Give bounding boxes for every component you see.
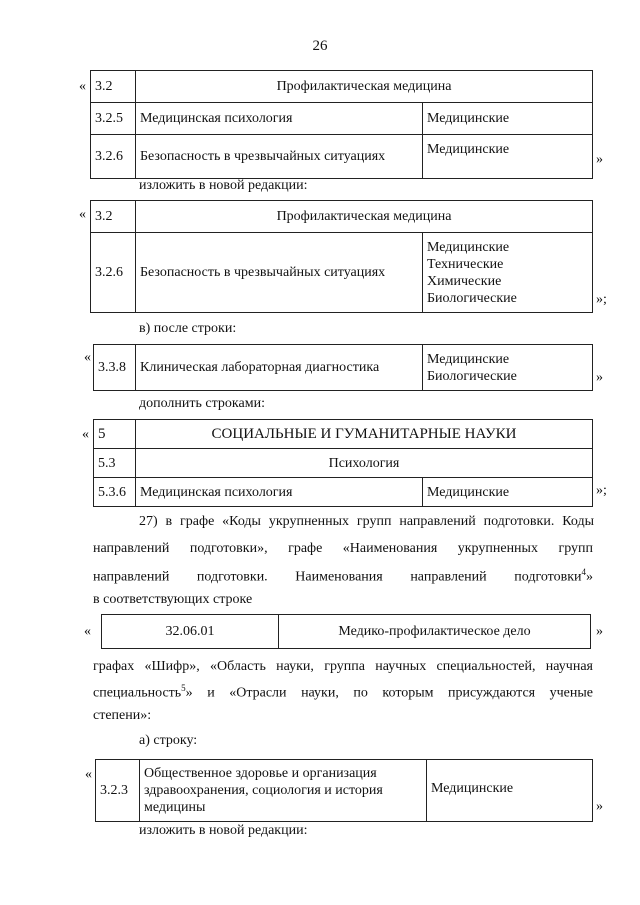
close-quote: »; [596,483,607,498]
table-cell-name: Профилактическая медицина [136,201,593,233]
table-cell-name: Психология [136,449,593,478]
table-cell-branch: Медицинские [427,760,593,822]
table-cell-section-title: СОЦИАЛЬНЫЕ И ГУМАНИТАРНЫЕ НАУКИ [136,420,593,449]
table-cell-code: 3.3.8 [94,345,136,391]
table-cell-code: 5.3 [94,449,136,478]
table-cell-code: 3.2.3 [96,760,140,822]
footnote-ref: 4 [581,567,586,577]
open-quote: « [82,427,89,442]
paragraph-add-lines: дополнить строками: [139,396,265,411]
table-5 [101,614,591,649]
paragraph-27-line-3 [93,567,593,586]
table-cell-name: Медицинская психология [136,103,423,135]
branch-item: Биологические [427,290,517,306]
table-cell-code: 3.2.6 [91,233,136,313]
close-quote: » [596,370,603,385]
table-cell-name: Профилактическая медицина [136,71,593,103]
table-cell-code: 5.3.6 [94,478,136,507]
close-quote: »; [596,292,607,307]
table-cell-name: Медицинская психология [136,478,423,507]
table-cell-branch: Медицинские [423,103,593,135]
paragraph-27-line-4: в соответствующих строке [93,592,253,607]
paragraph-text: » [586,569,593,585]
table-3 [93,344,593,391]
paragraph-graphs-line-3: степени»: [93,708,152,723]
table-4 [93,419,593,507]
paragraph-graphs-line-2 [93,683,593,702]
branch-item: Технические [427,256,504,272]
table-cell-code: 32.06.01 [102,615,279,649]
branch-item: Медицинские [427,239,510,255]
table-6 [95,759,593,822]
name-line: здравоохранения, социология и история [144,783,383,798]
table-cell-name: Медико-профилактическое дело [279,615,591,649]
close-quote: » [596,152,603,167]
table-2 [90,200,593,313]
close-quote: » [596,799,603,814]
paragraph-graphs-line-1: графах «Шифр», «Область науки, группа научных специальностей, научная [93,659,593,674]
paragraph-after-line: в) после строки: [139,321,237,336]
open-quote: « [79,79,86,94]
table-cell-branches [423,233,593,313]
table-cell-code: 3.2 [91,71,136,103]
table-cell-branch: Медицинские [423,135,593,179]
table-cell-code: 3.2.6 [91,135,136,179]
paragraph-a-line: а) строку: [139,733,198,748]
table-cell-branch: Медицинские [423,478,593,507]
branch-item: Химические [427,273,502,289]
paragraph-27-line-2: направлений подготовки», графе «Наименования укрупненных групп [93,541,593,556]
close-quote: » [596,624,603,639]
paragraph-text: направлений подготовки. Наименования направлений подготовки [93,569,582,585]
table-1 [90,70,593,179]
paragraph-27-line-1: 27) в графе «Коды укрупненных групп направлений подготовки. Коды [139,514,594,529]
table-cell-code: 5 [94,420,136,449]
table-cell-code: 3.2.5 [91,103,136,135]
open-quote: « [85,767,92,782]
branch-item: Биологические [427,368,517,384]
open-quote: « [84,624,91,639]
open-quote: « [79,207,86,222]
branch-item: Медицинские [427,351,510,367]
paragraph-new-edition: изложить в новой редакции: [139,823,308,838]
table-cell-code: 3.2 [91,201,136,233]
table-cell-name: Безопасность в чрезвычайных ситуациях [136,233,423,313]
page-number: 26 [312,38,328,54]
paragraph-text: » и «Отрасли науки, по которым присуждаются ученые [185,685,593,701]
open-quote: « [84,350,91,365]
footnote-ref: 5 [181,683,186,693]
paragraph-text: специальность [93,685,182,701]
name-line: медицины [144,800,206,815]
table-cell-name [140,760,427,822]
paragraph-new-edition: изложить в новой редакции: [139,178,308,193]
table-cell-branches [423,345,593,391]
table-cell-name: Безопасность в чрезвычайных ситуациях [136,135,423,179]
table-cell-name: Клиническая лабораторная диагностика [136,345,423,391]
name-line: Общественное здоровье и организация [144,766,377,781]
